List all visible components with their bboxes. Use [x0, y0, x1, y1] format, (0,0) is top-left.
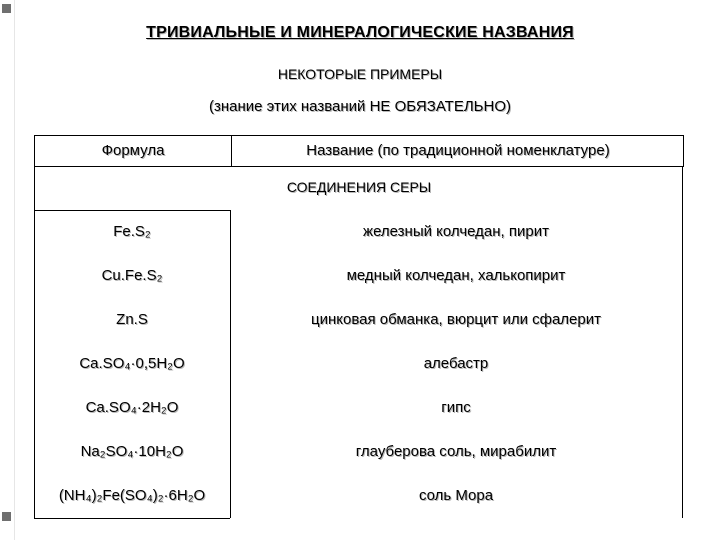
table-row — [34, 342, 684, 386]
column-header-formula: Формула — [101, 142, 165, 159]
bullet-icon — [2, 512, 11, 521]
column-header-name: Название (по традиционной номенклатуре) — [231, 136, 684, 166]
formula-cell: (NH₄)₂Fe(SO₄)₂·6H₂O — [58, 487, 206, 504]
section-title: СОЕДИНЕНИЯ СЕРЫ — [286, 179, 432, 195]
page-note: (знание этих названий НЕ ОБЯЗАТЕЛЬНО) — [208, 98, 512, 115]
name-cell: железный колчедан, пирит — [363, 223, 549, 240]
table-row — [34, 298, 684, 342]
name-cell: глауберова соль, мирабилит — [355, 443, 557, 460]
table-row — [34, 474, 684, 518]
table-row — [34, 386, 684, 430]
bullet-icon — [2, 4, 11, 13]
formula-cell: Ca.SO₄·2H₂O — [85, 399, 179, 416]
table-border — [34, 518, 230, 519]
formula-cell: Fe.S₂ — [113, 223, 151, 240]
table-row — [34, 210, 684, 254]
formula-cell: Na₂SO₄·10H₂O — [80, 443, 184, 460]
formula-cell: Zn.S — [116, 311, 148, 328]
name-cell: гипс — [441, 399, 471, 416]
name-cell: алебастр — [423, 355, 489, 372]
table-row — [34, 254, 684, 298]
table-header — [34, 135, 684, 167]
formula-cell: Ca.SO₄·0,5H₂O — [79, 355, 185, 372]
page-subtitle: НЕКОТОРЫЕ ПРИМЕРЫ — [277, 66, 443, 82]
table-row — [34, 430, 684, 474]
name-cell: цинковая обманка, вюрцит или сфалерит — [311, 311, 601, 328]
page-title: ТРИВИАЛЬНЫЕ И МИНЕРАЛОГИЧЕСКИЕ НАЗВАНИЯ — [146, 24, 574, 41]
formula-cell: Cu.Fe.S₂ — [101, 267, 163, 284]
name-cell: соль Мора — [418, 487, 494, 504]
name-cell: медный колчедан, халькопирит — [346, 267, 566, 284]
